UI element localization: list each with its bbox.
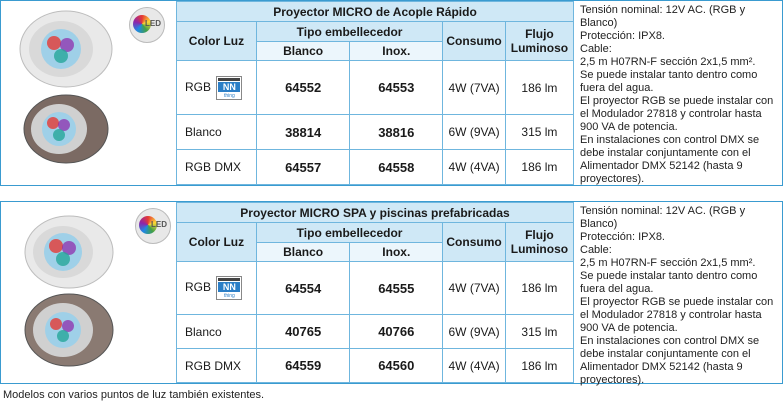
led-badge-icon: LED	[135, 208, 171, 244]
steel-pool-light-image	[25, 294, 113, 366]
col-inox-header: Inox.	[350, 42, 443, 61]
nn-thing-logo-icon: NN thing	[216, 276, 242, 300]
table-row	[177, 61, 574, 115]
product-photos	[1, 1, 176, 185]
note-line: En instalaciones con control DMX se debe instalar conjuntamente con el Alimentador DMX 52142 (hasta 9 proyectores).	[580, 335, 760, 386]
inox-code: 64555	[350, 262, 443, 315]
blanco-code: 64559	[256, 349, 349, 383]
white-pool-light-image	[25, 216, 113, 288]
spec-table	[176, 1, 574, 185]
color-cell: RGB DMX	[177, 150, 257, 185]
col-blanco-header: Blanco	[256, 42, 349, 61]
color-cell: Blanco	[177, 315, 257, 349]
note-line: Protección: IPX8.	[580, 30, 665, 42]
blanco-code: 38814	[256, 115, 349, 150]
note-line: 2,5 m H07RN-F sección 2x1,5 mm².	[580, 56, 756, 68]
flujo-value: 186 lm	[505, 262, 573, 315]
product-block-micro-acople	[0, 0, 783, 186]
table-row	[177, 150, 574, 185]
table-row	[177, 349, 574, 383]
col-consumo-header: Consumo	[443, 22, 506, 61]
table-row	[177, 262, 574, 315]
table-title: Proyector MICRO SPA y piscinas prefabricadas	[177, 203, 574, 223]
consumo-value: 4W (7VA)	[443, 262, 506, 315]
consumo-value: 4W (7VA)	[443, 61, 506, 115]
col-consumo-header: Consumo	[443, 223, 506, 262]
note-line: Se puede instalar tanto dentro como fuera del agua.	[580, 69, 758, 94]
flujo-value: 186 lm	[505, 349, 573, 383]
footnote: Modelos con varios puntos de luz también existentes.	[3, 389, 265, 401]
consumo-value: 4W (4VA)	[443, 349, 506, 383]
inox-code: 64553	[350, 61, 443, 115]
spec-table	[176, 202, 574, 383]
consumo-value: 6W (9VA)	[443, 315, 506, 349]
spec-notes	[576, 1, 782, 185]
spec-notes	[576, 202, 782, 386]
note-line: El proyector RGB se puede instalar con el Modulador 27818 y controlar hasta 900 VA de potencia.	[580, 95, 774, 133]
col-inox-header: Inox.	[350, 243, 443, 262]
note-line: En instalaciones con control DMX se debe instalar conjuntamente con el Alimentador DMX 52142 (hasta 9 proyectores).	[580, 134, 760, 185]
note-line: Cable:	[580, 43, 612, 55]
led-badge-icon: LED	[129, 7, 165, 43]
note-line: 2,5 m H07RN-F sección 2x1,5 mm².	[580, 257, 756, 269]
inox-code: 64560	[350, 349, 443, 383]
flujo-value: 315 lm	[505, 115, 573, 150]
color-cell: Blanco	[177, 115, 257, 150]
inox-code: 38816	[350, 115, 443, 150]
flujo-value: 315 lm	[505, 315, 573, 349]
blanco-code: 64552	[256, 61, 349, 115]
consumo-value: 4W (4VA)	[443, 150, 506, 185]
blanco-code: 64557	[256, 150, 349, 185]
col-tipo-header: Tipo embellecedor	[256, 223, 442, 243]
note-line: El proyector RGB se puede instalar con el Modulador 27818 y controlar hasta 900 VA de potencia.	[580, 296, 774, 334]
note-line: Cable:	[580, 244, 612, 256]
table-row	[177, 315, 574, 349]
inox-code: 40766	[350, 315, 443, 349]
note-line: Se puede instalar tanto dentro como fuera del agua.	[580, 270, 758, 295]
color-cell: RGB NN thing	[177, 61, 257, 115]
steel-pool-light-image	[24, 95, 108, 163]
inox-code: 64558	[350, 150, 443, 185]
col-color-header: Color Luz	[177, 22, 257, 61]
color-cell: RGB DMX	[177, 349, 257, 383]
col-flujo-header: Flujo Luminoso	[505, 22, 573, 61]
note-line: Protección: IPX8.	[580, 231, 665, 243]
table-row	[177, 115, 574, 150]
consumo-value: 6W (9VA)	[443, 115, 506, 150]
flujo-value: 186 lm	[505, 61, 573, 115]
product-photos	[1, 202, 176, 383]
product-block-micro-spa	[0, 201, 783, 384]
color-cell: RGB NN thing	[177, 262, 257, 315]
col-flujo-header: Flujo Luminoso	[505, 223, 573, 262]
nn-thing-logo-icon: NN thing	[216, 76, 242, 100]
blanco-code: 64554	[256, 262, 349, 315]
table-title: Proyector MICRO de Acople Rápido	[177, 2, 574, 22]
col-blanco-header: Blanco	[256, 243, 349, 262]
blanco-code: 40765	[256, 315, 349, 349]
col-color-header: Color Luz	[177, 223, 257, 262]
col-tipo-header: Tipo embellecedor	[256, 22, 442, 42]
note-line: Tensión nominal: 12V AC. (RGB y Blanco)	[580, 4, 746, 29]
note-line: Tensión nominal: 12V AC. (RGB y Blanco)	[580, 205, 746, 230]
flujo-value: 186 lm	[505, 150, 573, 185]
white-pool-light-image	[20, 11, 112, 87]
